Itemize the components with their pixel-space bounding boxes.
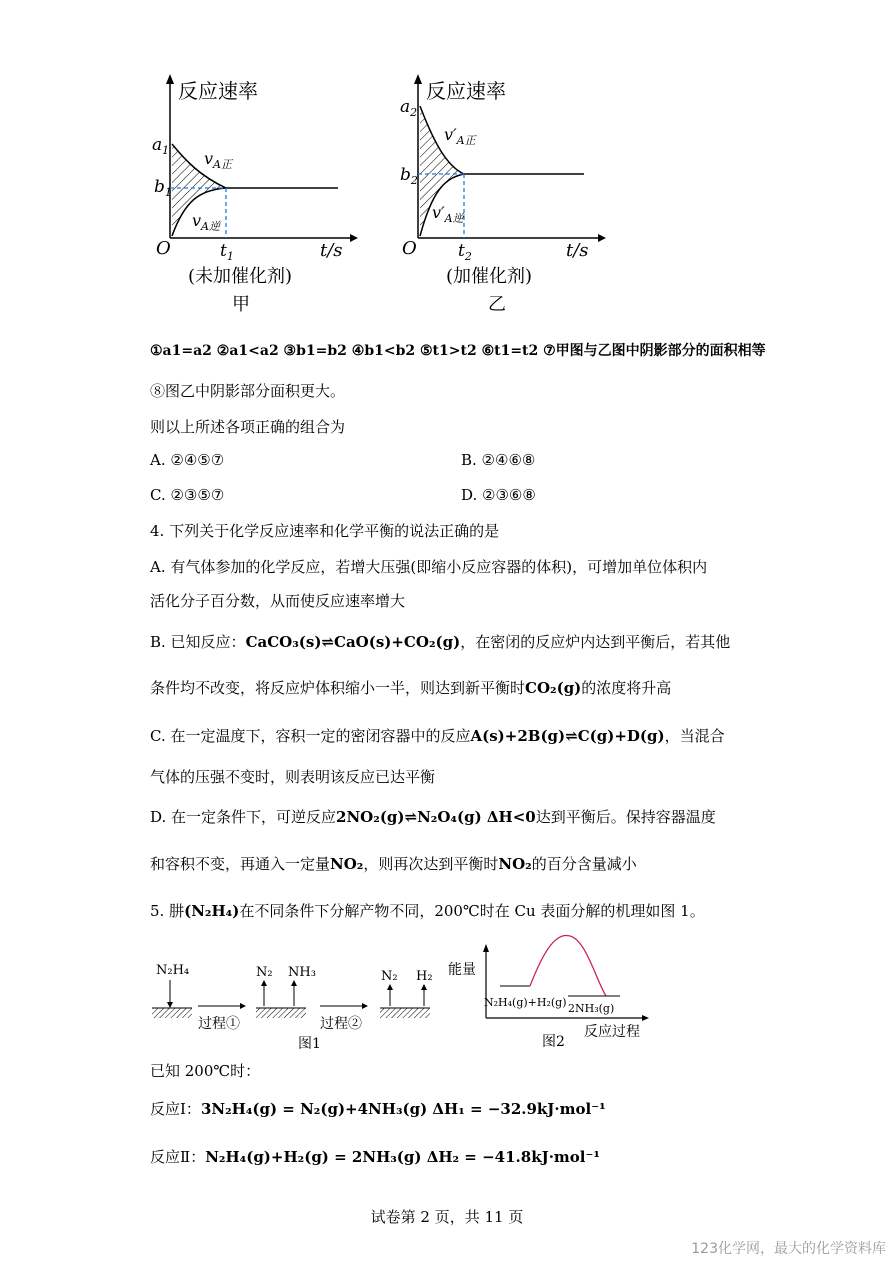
question-4-stem: 4. 下列关于化学反应速率和化学平衡的说法正确的是: [150, 522, 500, 540]
svg-text:反应过程: 反应过程: [584, 1024, 640, 1040]
svg-text:N₂H₄: N₂H₄: [156, 963, 190, 978]
reaction-1: 反应Ⅰ：3N₂H₄(g) = N₂(g)+4NH₃(g) ΔH₁ = −32.9kJ·mol⁻¹: [150, 1100, 606, 1118]
svg-text:过程②: 过程②: [320, 1016, 362, 1032]
option-d[interactable]: D. ②③⑥⑧: [461, 486, 536, 504]
figure-2-energy-diagram: [444, 930, 664, 1055]
question-5-stem: 5. 肼(N₂H₄)在不同条件下分解产物不同，200℃时在 Cu 表面分解的机理如图 1。: [150, 902, 705, 920]
svg-text:a1: $a_1$: [152, 135, 170, 157]
option-c[interactable]: C. ②③⑤⑦: [150, 486, 225, 504]
option-a[interactable]: A. ②④⑤⑦: [150, 451, 225, 469]
q4-option-a-line2: 活化分子百分数，从而使反应速率增大: [150, 592, 406, 610]
figure-1-mechanism: [148, 950, 448, 1055]
svg-text:a2: $a_2$: [400, 97, 418, 119]
svg-text:N₂: N₂: [381, 969, 398, 984]
equation: CaCO₃(s)⇌CaO(s)+CO₂(g): [245, 633, 461, 651]
svg-text:NH₃: NH₃: [288, 965, 316, 980]
q4-option-b-line1[interactable]: B. 已知反应：CaCO₃(s)⇌CaO(s)+CO₂(g)，在密闭的反应炉内达到平衡后，若其他: [150, 633, 731, 651]
svg-text:t/s: t/s: [566, 240, 589, 261]
statement-list-line1: ①a1=a2 ②a1<a2 ③b1=b2 ④b1<b2 ⑤t1>t2 ⑥t1=t2 ⑦甲图与乙图中阴影部分的面积相等: [150, 343, 766, 359]
svg-text:H₂: H₂: [416, 969, 433, 984]
svg-text:t1: $t_1$: [220, 241, 234, 263]
svg-text:图1: 图1: [298, 1036, 321, 1052]
svg-text:vA正: $v_{A正}$: [204, 149, 232, 171]
svg-text:N₂: N₂: [256, 965, 273, 980]
equation: 3N₂H₄(g) = N₂(g)+4NH₃(g) ΔH₁ = −32.9kJ·mol⁻¹: [200, 1100, 606, 1118]
figure-name: 甲: [232, 294, 250, 315]
q4-option-d-line2: 和容积不变，再通入一定量NO₂，则再次达到平衡时NO₂的百分含量减小: [150, 855, 637, 873]
svg-text:2NH₃(g): 2NH₃(g): [568, 1002, 615, 1015]
svg-text:vA逆: $v_{A逆}$: [192, 211, 220, 233]
reaction-2: 反应Ⅱ：N₂H₄(g)+H₂(g) = 2NH₃(g) ΔH₂ = −41.8kJ·mol⁻¹: [150, 1148, 600, 1166]
svg-text:O: O: [402, 238, 417, 259]
q4-option-c-line2: 气体的压强不变时，则表明该反应已达平衡: [150, 768, 436, 786]
svg-text:v′A逆: $v'_{A逆}$: [432, 203, 464, 225]
figure-caption: (未加催化剂): [188, 266, 293, 287]
figure-jia-rate-graph: [140, 70, 370, 320]
figure-yi-rate-graph: [388, 70, 618, 320]
svg-text:b1: $b_1$: [154, 177, 172, 199]
svg-text:t/s: t/s: [320, 240, 343, 261]
statement-list-line2: ⑧图乙中阴影部分面积更大。: [150, 382, 346, 400]
svg-text:(加催化剂): (加催化剂): [446, 266, 533, 287]
svg-text:能量: 能量: [448, 962, 476, 978]
q4-option-d-line1[interactable]: D. 在一定条件下，可逆反应2NO₂(g)⇌N₂O₄(g) ΔH<0达到平衡后。保持容器温度: [150, 808, 716, 826]
known-conditions: 已知 200℃时：: [150, 1062, 261, 1080]
svg-text:图2: 图2: [542, 1034, 565, 1050]
svg-text:过程①: 过程①: [198, 1016, 240, 1032]
svg-text:乙: 乙: [488, 294, 506, 315]
svg-text:b2: $b_2$: [400, 165, 418, 187]
svg-text:反应速率: 反应速率: [426, 79, 506, 103]
watermark: 123化学网，最大的化学资料库: [691, 1241, 886, 1257]
svg-text:O: O: [156, 238, 171, 259]
y-axis-label: 反应速率: [178, 79, 258, 103]
q4-option-a-line1[interactable]: A. 有气体参加的化学反应，若增大压强(即缩小反应容器的体积)，可增加单位体积内: [150, 558, 708, 576]
option-b[interactable]: B. ②④⑥⑧: [461, 451, 536, 469]
svg-text:N₂H₄(g)+H₂(g): N₂H₄(g)+H₂(g): [484, 996, 567, 1009]
page-footer: 试卷第 2 页，共 11 页: [370, 1208, 524, 1226]
svg-text:v′A正: $v'_{A正}$: [444, 125, 476, 147]
q4-option-c-line1[interactable]: C. 在一定温度下，容积一定的密闭容器中的反应A(s)+2B(g)⇌C(g)+D(g)，当混合: [150, 727, 725, 745]
question-stem: 则以上所述各项正确的组合为: [150, 418, 346, 436]
q4-option-b-line2: 条件均不改变，将反应炉体积缩小一半，则达到新平衡时CO₂(g)的浓度将升高: [150, 679, 672, 697]
equation: N₂H₄(g)+H₂(g) = 2NH₃(g) ΔH₂ = −41.8kJ·mol⁻¹: [205, 1148, 600, 1166]
svg-text:t2: $t_2$: [458, 241, 472, 263]
